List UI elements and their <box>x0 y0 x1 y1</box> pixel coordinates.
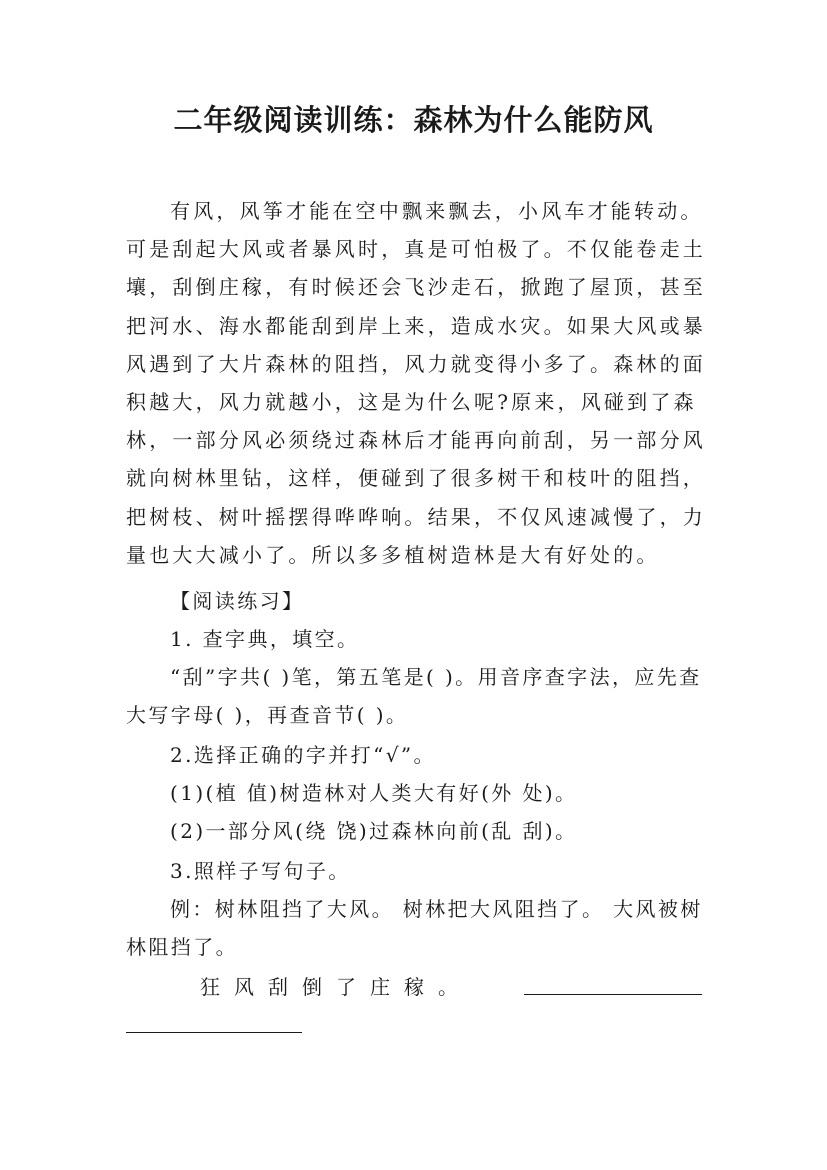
question-3-title: 3.照样子写句子。 <box>170 859 351 883</box>
question-3-prompt: 狂风刮倒了庄稼。 <box>200 975 472 999</box>
question-1-text: “刮”字共( )笔，第五笔是( )。用音序查字法，应先查大写字母( )，再查音节( )。 <box>126 665 702 727</box>
answer-blank-line <box>126 1032 302 1033</box>
question-1-title: 1. 查字典，填空。 <box>170 627 360 651</box>
exercise-heading: 【阅读练习】 <box>170 589 305 613</box>
question-2-title: 2.选择正确的字并打“√”。 <box>170 743 436 767</box>
answer-blank-line <box>524 994 702 995</box>
passage <box>126 192 706 574</box>
document-title: 二年级阅读训练：森林为什么能防风 <box>173 103 654 137</box>
question-3-example: 例：树林阻挡了大风。 树林把大风阻挡了。 大风被树林阻挡了。 <box>126 897 703 959</box>
question-2-item-2: (2)一部分风(绕 饶)过森林向前(乱 刮)。 <box>170 819 578 843</box>
passage-paragraph: 有风，风筝才能在空中飘来飘去，小风车才能转动。可是刮起大风或者暴风时，真是可怕极了。不仅能卷走土壤，刮倒庄稼，有时候还会飞沙走石，掀跑了屋顶，甚至把河水、海水都能刮到岸上来，造成水灾。如果大风或暴风遇到了大片森林的阻挡，风力就变得小多了。森林的面积越大，风力就越小，这是为什么呢?原来，风碰到了森林，一部分风必须绕过森林后才能再向前刮，另一部分风就向树林里钻，这样，便碰到了很多树干和枝叶的阻挡，把树枝、树叶摇摆得哗哗响。结果，不仅风速减慢了，力量也大大减小了。所以多多植树造林是大有好处的。 <box>126 199 706 567</box>
question-2-item-1: (1)(植 值)树造林对人类大有好(外 处)。 <box>170 781 578 805</box>
